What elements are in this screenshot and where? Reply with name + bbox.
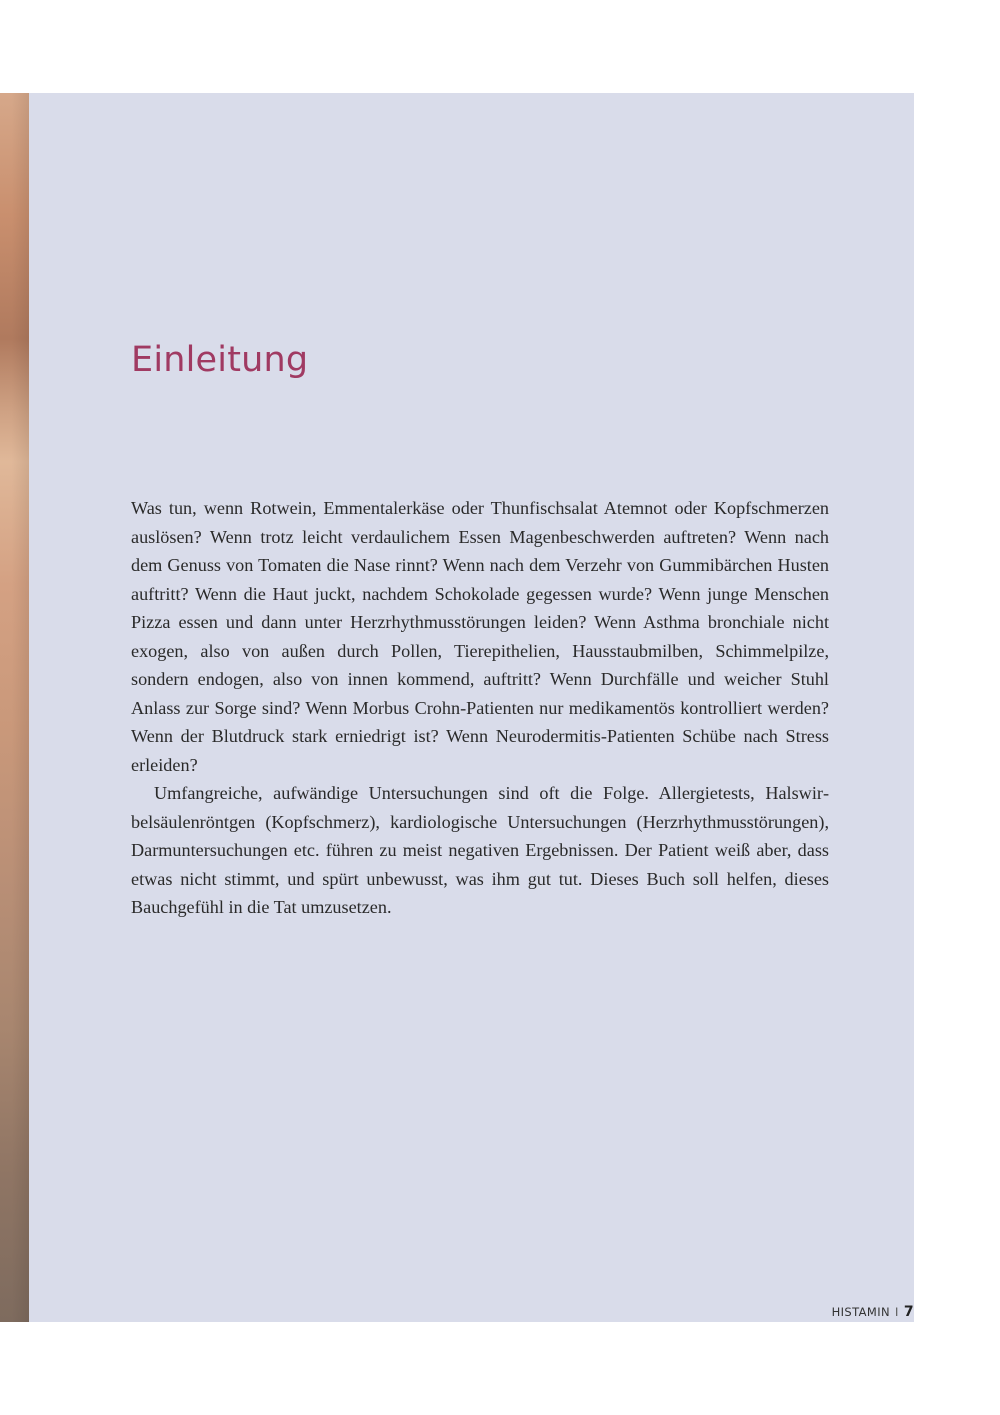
chapter-heading: Einleitung [131, 340, 309, 380]
page-footer [832, 1304, 914, 1320]
page-number: 7 [903, 1304, 914, 1320]
cover-photo-strip [0, 93, 29, 1322]
introduction-text [131, 494, 829, 922]
paragraph: Umfangreiche, aufwändige Untersuchungen sind oft die Folge. Allergietests, Halswirbelsäulenröntgen (Kopfschmerz), kardiologische Untersuchungen (Herzrhythmusstörungen), Darmuntersuchungen etc. führen zu meist negativen Ergebnissen. Der Patient weiß aber, dass etwas nicht stimmt, und spürt unbewusst, was ihm gut tut. Dieses Buch soll helfen, dieses Bauchgefühl in die Tat umzusetzen. [131, 783, 829, 917]
paragraph: Was tun, wenn Rotwein, Emmentalerkäse oder Thunfischsalat Atemnot oder Kopfschmerzen auslösen? Wenn trotz leicht verdaulichem Essen Magenbeschwerden auftreten? Wenn nach dem Genuss von Tomaten die Nase rinnt? Wenn nach dem Verzehr von Gummibärchen Husten auftritt? Wenn die Haut juckt, nachdem Schokolade gegessen wurde? Wenn junge Menschen Pizza essen und dann unter Herzrhythmusstörungen leiden? Wenn Asthma bronchiale nicht exogen, also von außen durch Pollen, Tierepithelien, Hausstaubmilben, Schimmelpilze, sondern endogen, also von innen kommend, auftritt? Wenn Durchfälle und weicher Stuhl Anlass zur Sorge sind? Wenn Morbus Crohn-Patienten nur medikamentös kontrolliert werden? Wenn der Blutdruck stark erniedrigt ist? Wenn Neurodermitis-Patienten Schübe nach Stress erleiden? [131, 498, 829, 775]
running-title: HISTAMIN [831, 1305, 891, 1319]
footer-separator: I [895, 1305, 899, 1319]
